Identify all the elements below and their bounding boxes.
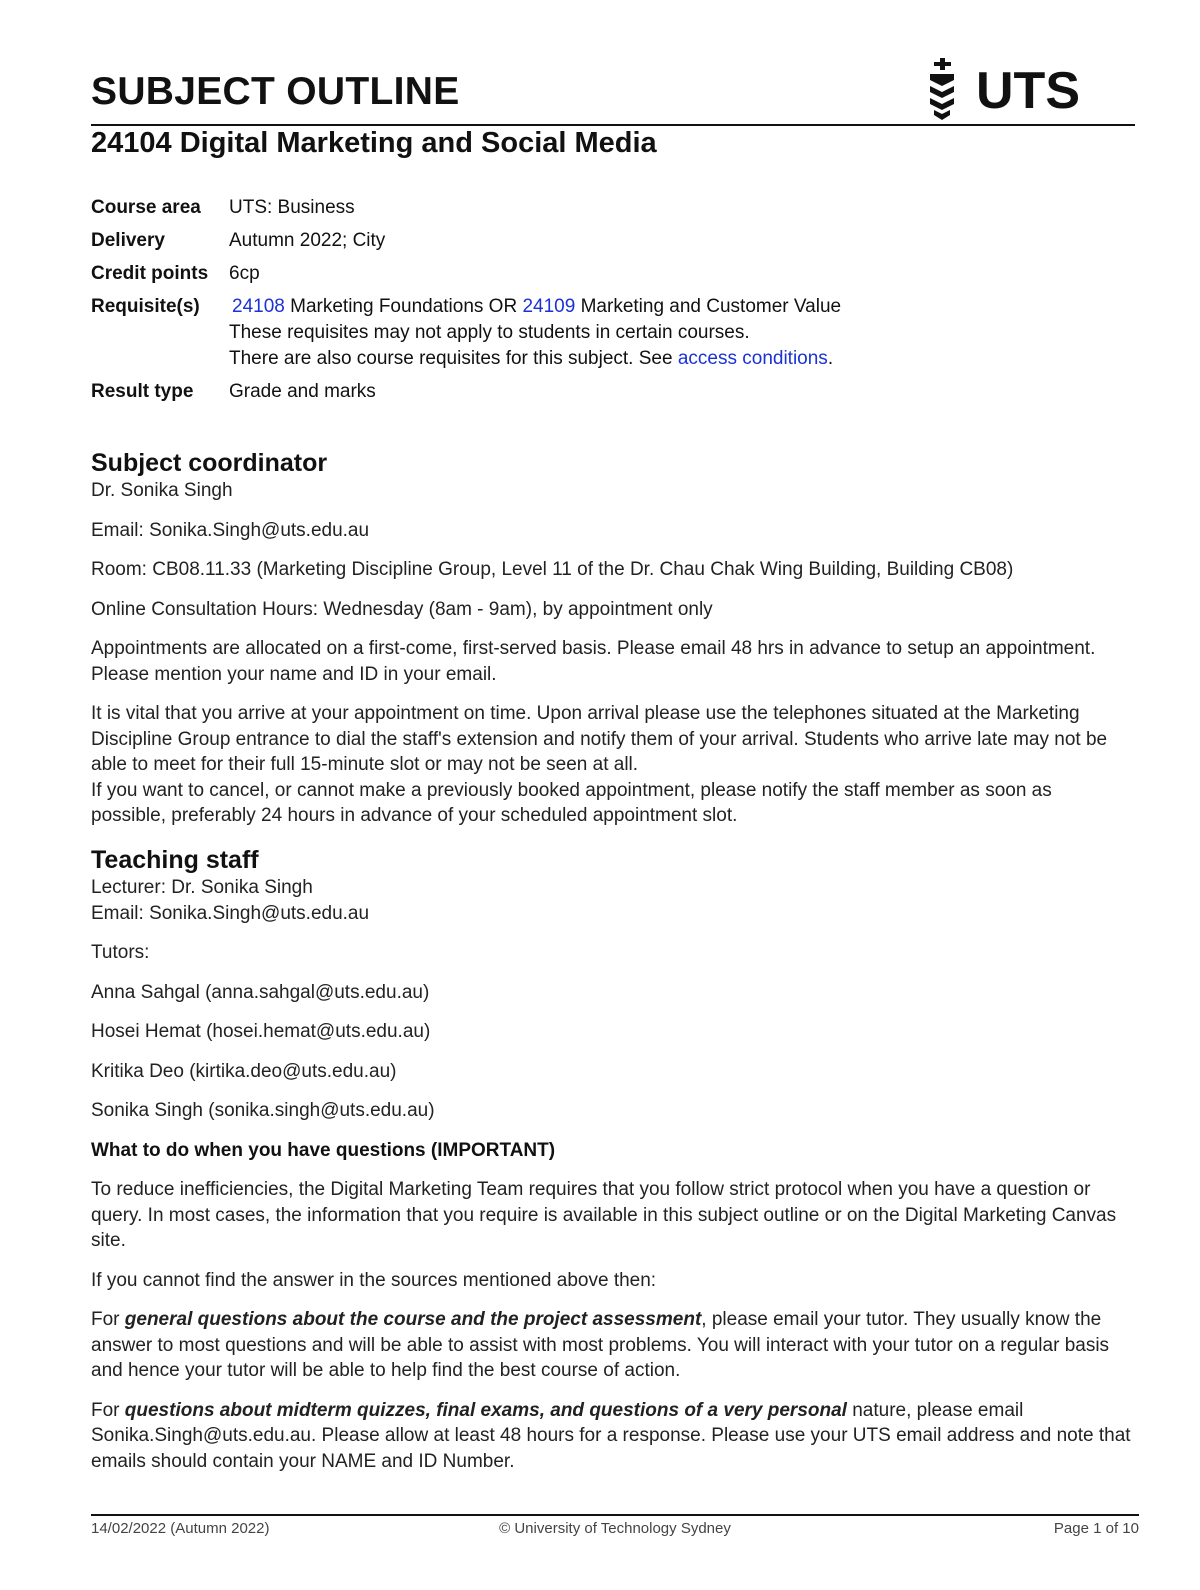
uts-crest-icon — [926, 58, 1096, 124]
requisites-note-2 — [229, 346, 1111, 372]
general-suffix: , please email your tutor. They usually know the answer to most questions and will be able to assist with most problems. You will interact with your tutor on a regular basis and hence your tutor will be able to help find the best course of action. — [91, 1309, 1110, 1381]
credit-points-label: Credit points — [91, 263, 209, 284]
course-area-row — [91, 195, 1111, 221]
delivery-row — [91, 228, 1111, 254]
tutor-item: Anna Sahgal (anna.sahgal@uts.edu.au) — [91, 981, 430, 1003]
teaching-staff-section — [91, 845, 1131, 1474]
course-area-value: UTS: Business — [229, 197, 355, 218]
uts-logo — [926, 58, 1096, 124]
result-type-value: Grade and marks — [229, 381, 376, 402]
footer-page-number: Page 1 of 10 — [1053, 1520, 1139, 1537]
coordinator-hours: Online Consultation Hours: Wednesday (8am - 9am), by appointment only — [91, 598, 713, 620]
requisite-link-24109[interactable]: 24109 — [522, 296, 576, 317]
footer-divider — [91, 1514, 1139, 1516]
requisites-note-2-suffix: . — [827, 348, 834, 369]
tutor-item: Kritika Deo (kirtika.deo@uts.edu.au) — [91, 1060, 397, 1082]
cannot-find-paragraph: If you cannot find the answer in the sources mentioned above then: — [91, 1269, 657, 1291]
page-title: SUBJECT OUTLINE — [91, 70, 460, 113]
header-divider — [91, 124, 1135, 126]
midterm-questions-paragraph — [91, 1398, 1131, 1475]
lecturer: Lecturer: Dr. Sonika Singh — [91, 877, 313, 898]
requisite-text-1: Marketing Foundations OR — [284, 296, 523, 317]
midterm-prefix: For — [91, 1399, 125, 1421]
footer-date: 14/02/2022 (Autumn 2022) — [91, 1520, 270, 1537]
tutor-item: Hosei Hemat (hosei.hemat@uts.edu.au) — [91, 1021, 431, 1042]
result-type-label: Result type — [91, 381, 194, 402]
subject-coordinator-section — [91, 448, 1131, 829]
coordinator-vital: It is vital that you arrive at your appointment on time. Upon arrival please use the telephones situated at the Marketing Discipline Group entrance to dial the staff's extension and notify them of your arrival. Students who arrive late may not be able to meet for their full 15-minute slot or may not be seen at all. — [91, 703, 1108, 775]
tutors-label: Tutors: — [91, 942, 150, 963]
credit-points-row — [91, 261, 1111, 287]
requisites-value — [229, 294, 1111, 372]
coordinator-cancel: If you want to cancel, or cannot make a previously booked appointment, please notify the staff member as soon as possible, preferably 24 hours in advance of your scheduled appointment slot. — [91, 779, 1052, 826]
general-questions-paragraph — [91, 1307, 1131, 1384]
coordinator-appointments: Appointments are allocated on a first-come, first-served basis. Please email 48 hrs in advance to setup an appointment. Please mention your name and ID in your email. — [91, 638, 1096, 685]
requisites-row — [91, 294, 1111, 372]
result-type-row — [91, 379, 1111, 405]
delivery-label: Delivery — [91, 230, 165, 251]
questions-heading: What to do when you have questions (IMPORTANT) — [91, 1139, 556, 1161]
requisites-label: Requisite(s) — [91, 296, 200, 317]
midterm-suffix: nature, please email Sonika.Singh@uts.edu.au. Please allow at least 48 hours for a response. Please use your UTS email address and note that emails should contain your NAME and ID Number. — [91, 1399, 1131, 1472]
coordinator-room: Room: CB08.11.33 (Marketing Discipline Group, Level 11 of the Dr. Chau Chak Wing Building, Building CB08) — [91, 559, 1014, 580]
general-questions-emphasis: general questions about the course and the project assessment — [124, 1309, 702, 1330]
teaching-staff-heading: Teaching staff — [91, 846, 259, 874]
requisite-link-24108[interactable]: 24108 — [232, 296, 285, 317]
uts-logo-text: UTS — [976, 62, 1080, 120]
requisites-note-1: These requisites may not apply to students in certain courses. — [229, 322, 750, 343]
coordinator-email: Email: Sonika.Singh@uts.edu.au — [91, 519, 370, 541]
requisites-line — [229, 294, 1111, 320]
access-conditions-link[interactable]: access conditions — [677, 348, 828, 369]
requisites-note-2-text: There are also course requisites for this subject. See — [229, 348, 678, 369]
course-area-label: Course area — [91, 197, 201, 218]
general-prefix: For — [91, 1309, 125, 1330]
midterm-questions-emphasis: questions about midterm quizzes, final exams, and questions of a very personal — [124, 1399, 847, 1421]
lecturer-email: Email: Sonika.Singh@uts.edu.au — [91, 902, 370, 924]
footer-copyright: © University of Technology Sydney — [499, 1520, 731, 1537]
delivery-value: Autumn 2022; City — [229, 230, 386, 251]
subject-coordinator-heading: Subject coordinator — [91, 449, 328, 477]
reduce-inefficiencies-paragraph: To reduce inefficiencies, the Digital Marketing Team requires that you follow strict protocol when you have a question or query. In most cases, the information that you require is available in this subject outline or on the Digital Marketing Canvas site. — [91, 1179, 1117, 1251]
subject-info-table — [91, 195, 1111, 412]
requisite-text-2: Marketing and Customer Value — [575, 296, 842, 317]
tutor-item: Sonika Singh (sonika.singh@uts.edu.au) — [91, 1100, 435, 1121]
credit-points-value: 6cp — [229, 263, 260, 284]
coordinator-name: Dr. Sonika Singh — [91, 480, 233, 501]
subject-name: 24104 Digital Marketing and Social Media — [91, 127, 657, 159]
